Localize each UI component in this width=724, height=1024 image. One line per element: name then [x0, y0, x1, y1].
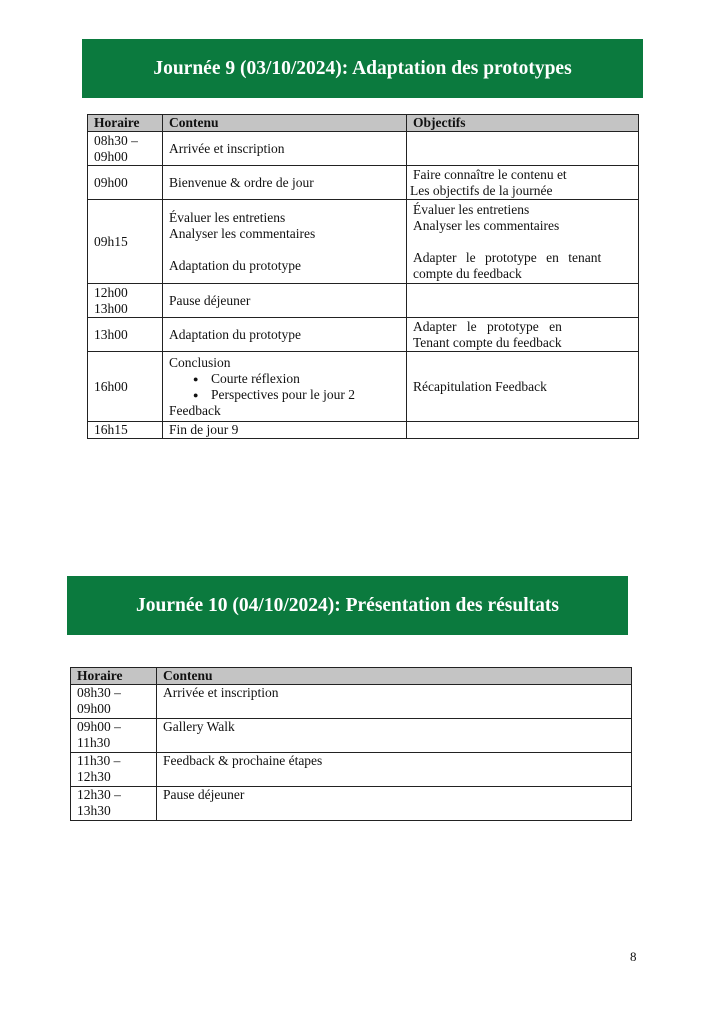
- content-bullet-list: [169, 371, 400, 403]
- day9-schedule-table: [87, 114, 639, 439]
- day10-title: Journée 10 (04/10/2024): Présentation des résultats: [136, 594, 559, 616]
- time-line: 12h30: [77, 769, 111, 784]
- objectives-cell: [407, 132, 639, 166]
- content-spacer: [169, 242, 400, 258]
- col-header-horaire: Horaire: [71, 668, 157, 685]
- day10-schedule-table: [70, 667, 632, 821]
- objective-line: compte du feedback: [413, 265, 522, 281]
- time-cell: [88, 200, 163, 284]
- content-cell: [163, 200, 407, 284]
- table-row: [71, 685, 632, 719]
- time-cell: [88, 422, 163, 439]
- time-cell: [88, 166, 163, 200]
- content-line: Conclusion: [169, 354, 231, 370]
- table-row: [88, 284, 639, 318]
- bullet-item: ● Perspectives pour le jour 2: [211, 387, 400, 403]
- time-line: 09h15: [94, 233, 128, 249]
- objective-line: Analyser les commentaires: [413, 217, 560, 233]
- objective-spacer: [413, 234, 632, 250]
- time-cell: [88, 352, 163, 422]
- time-cell: [88, 132, 163, 166]
- day10-header-row: [71, 668, 632, 685]
- content-line: Analyser les commentaires: [169, 225, 316, 241]
- day9-title: Journée 9 (03/10/2024): Adaptation des prototypes: [153, 57, 572, 79]
- content-line: Bienvenue & ordre de jour: [169, 174, 314, 190]
- objectives-cell: [407, 284, 639, 318]
- content-line: Arrivée et inscription: [169, 140, 285, 156]
- objective-line: Les objectifs de la journée: [410, 182, 553, 198]
- page-number: 8: [630, 949, 637, 964]
- time-cell: [71, 719, 157, 753]
- table-row: [71, 787, 632, 821]
- col-header-objectifs: Objectifs: [407, 115, 639, 132]
- content-cell: Gallery Walk: [157, 719, 632, 753]
- objective-line: Tenant compte du feedback: [413, 334, 562, 350]
- time-line: 08h30 –: [94, 132, 138, 148]
- content-cell: [163, 422, 407, 439]
- content-cell: Arrivée et inscription: [157, 685, 632, 719]
- objectives-cell: [407, 166, 639, 200]
- day9-header-row: [88, 115, 639, 132]
- table-row: [71, 753, 632, 787]
- content-cell: [163, 166, 407, 200]
- table-row: [88, 318, 639, 352]
- time-line: 13h00: [94, 326, 128, 342]
- objective-line: Adapter le prototype en: [413, 318, 562, 334]
- time-cell: [88, 284, 163, 318]
- time-line: 13h30: [77, 803, 111, 818]
- time-line: 16h15: [94, 422, 128, 437]
- time-cell: [88, 318, 163, 352]
- time-line: 08h30 –: [77, 685, 121, 700]
- content-cell: [163, 318, 407, 352]
- objectives-cell: [407, 422, 639, 439]
- time-line: 11h30 –: [77, 753, 121, 768]
- content-line: Adaptation du prototype: [169, 326, 301, 342]
- table-row: [88, 352, 639, 422]
- content-cell: [163, 284, 407, 318]
- time-line: 13h00: [94, 300, 128, 316]
- objective-line: Adapter le prototype en tenant: [413, 249, 602, 265]
- time-line: 09h00: [94, 148, 128, 164]
- content-line: Adaptation du prototype: [169, 257, 301, 273]
- content-cell: Feedback & prochaine étapes: [157, 753, 632, 787]
- col-header-horaire: Horaire: [88, 115, 163, 132]
- content-line: Fin de jour 9: [169, 422, 239, 437]
- time-line: 11h30: [77, 735, 111, 750]
- objective-line: Faire connaître le contenu et: [413, 166, 567, 182]
- day10-title-banner: [67, 576, 628, 635]
- table-row: [88, 200, 639, 284]
- table-row: [88, 132, 639, 166]
- time-line: 12h00: [94, 284, 128, 300]
- table-row: [71, 719, 632, 753]
- content-line: Pause déjeuner: [169, 292, 251, 308]
- col-header-contenu: Contenu: [163, 115, 407, 132]
- content-line: Feedback: [169, 402, 221, 418]
- time-cell: [71, 685, 157, 719]
- objectives-cell: [407, 200, 639, 284]
- time-line: 16h00: [94, 378, 128, 394]
- time-line: 09h00: [94, 174, 128, 190]
- content-cell: Pause déjeuner: [157, 787, 632, 821]
- table-row: [88, 166, 639, 200]
- content-cell: [163, 132, 407, 166]
- time-line: 09h00 –: [77, 719, 121, 734]
- content-cell: [163, 352, 407, 422]
- col-header-contenu: Contenu: [157, 668, 632, 685]
- table-row: [88, 422, 639, 439]
- objectives-cell: [407, 352, 639, 422]
- objective-line: Récapitulation Feedback: [413, 378, 547, 394]
- objectives-cell: [407, 318, 639, 352]
- content-line: Évaluer les entretiens: [169, 209, 286, 225]
- time-cell: [71, 787, 157, 821]
- time-cell: [71, 753, 157, 787]
- time-line: 09h00: [77, 701, 111, 716]
- bullet-item: ● Courte réflexion: [211, 371, 400, 387]
- day9-title-banner: [82, 39, 643, 98]
- objective-line: Évaluer les entretiens: [413, 201, 530, 217]
- time-line: 12h30 –: [77, 787, 121, 802]
